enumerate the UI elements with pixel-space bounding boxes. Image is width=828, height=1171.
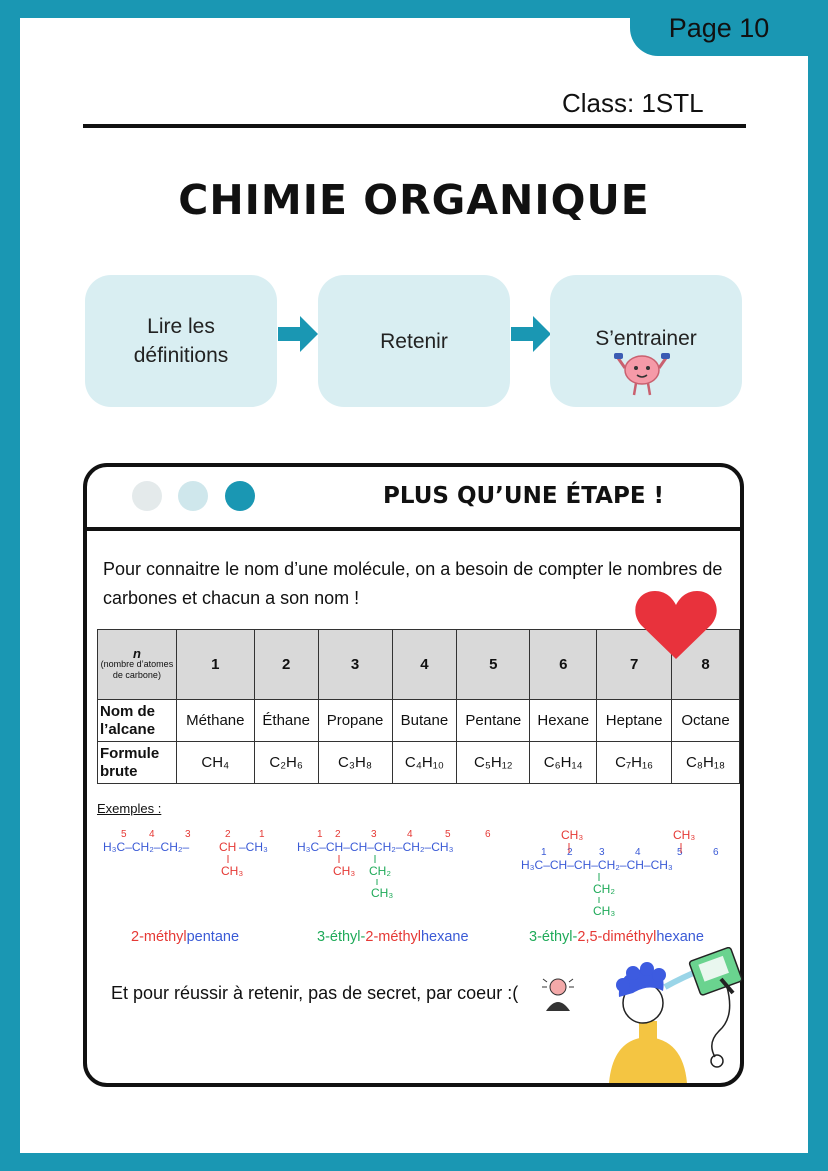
svg-text:6: 6 [485, 829, 491, 840]
molecule-3-ethyl-2-methylhexane [295, 827, 515, 907]
example-name-2 [317, 929, 469, 945]
n-header [98, 630, 177, 700]
table-cell: 2 [254, 630, 318, 700]
molecule-2-methylpentane [101, 827, 291, 887]
page-title: CHIMIE ORGANIQUE [178, 176, 650, 224]
table-cell: Éthane [254, 700, 318, 742]
svg-text:2: 2 [567, 847, 573, 858]
table-cell: CH₄ [176, 742, 254, 784]
svg-text:CH₃: CH₃ [561, 828, 584, 842]
svg-text:CH₃: CH₃ [673, 828, 696, 842]
table-cell: Hexane [530, 700, 597, 742]
table-cell: C₃H₈ [318, 742, 392, 784]
svg-text:1: 1 [541, 847, 547, 858]
table-cell: 7 [597, 630, 672, 700]
name-header: Nom de l’alcane [98, 700, 177, 742]
svg-text:CH₃: CH₃ [221, 864, 244, 878]
table-cell: Méthane [176, 700, 254, 742]
svg-text:CH₂: CH₂ [369, 864, 391, 878]
arrow-right-icon [511, 314, 551, 354]
name-part: 2,5-diméthyl [577, 929, 657, 945]
name-part: - [360, 929, 366, 945]
step-read [85, 275, 277, 407]
svg-text:CH₃: CH₃ [593, 904, 616, 918]
svg-text:1: 1 [317, 829, 323, 840]
table-cell: Butane [392, 700, 457, 742]
svg-text:2: 2 [335, 829, 341, 840]
n-sublabel: (nombre d’atomes de carbone) [100, 659, 174, 680]
n-label: n [132, 646, 141, 661]
step-read-label: Lire les définitions [133, 315, 229, 367]
svg-text:H₃C–CH–CH–CH₂–CH–CH₃: H₃C–CH–CH–CH₂–CH–CH₃ [521, 858, 673, 872]
step-practice-label: S’entrainer [595, 327, 697, 350]
card-header [87, 467, 740, 531]
class-label: Class: 1STL [562, 88, 704, 118]
svg-text:3: 3 [599, 847, 605, 858]
name-part: hexane [420, 929, 469, 945]
table-cell: Heptane [597, 700, 672, 742]
svg-text:–CH₃: –CH₃ [239, 840, 268, 854]
name-part: 3-éthyl [317, 929, 361, 945]
examples-label: Exemples : [97, 801, 162, 816]
table-cell: Pentane [457, 700, 530, 742]
table-cell: C₂H₆ [254, 742, 318, 784]
example-name-3 [529, 929, 704, 945]
brain-icon [614, 348, 670, 400]
example-name-1 [131, 929, 239, 945]
molecule-3-ethyl-2-5-dimethylhexane [519, 827, 741, 927]
page-number-tab [630, 0, 808, 56]
table-cell: C₈H₁₈ [672, 742, 740, 784]
step-remember [318, 275, 510, 407]
name-part: 2-méthyl [365, 929, 421, 945]
content-card [83, 463, 744, 1087]
table-cell: Octane [672, 700, 740, 742]
page-number: Page 10 [668, 12, 770, 43]
arrow-right-icon [278, 314, 318, 354]
svg-text:2: 2 [225, 829, 231, 840]
card-title: PLUS QU’UNE ÉTAPE ! [383, 483, 665, 509]
table-cell: C₆H₁₄ [530, 742, 597, 784]
table-cell: 6 [530, 630, 597, 700]
table-cell: 1 [176, 630, 254, 700]
name-part: 3-éthyl [529, 929, 573, 945]
svg-text:H₃C–CH₂–CH₂–: H₃C–CH₂–CH₂– [103, 840, 190, 854]
reading-person-icon [599, 947, 744, 1083]
svg-text:CH: CH [219, 840, 237, 854]
svg-text:H₃C–CH–CH–CH₂–CH₂–CH₃: H₃C–CH–CH–CH₂–CH₂–CH₃ [297, 840, 454, 854]
svg-text:5: 5 [445, 829, 451, 840]
svg-text:CH₃: CH₃ [371, 886, 394, 900]
thinking-person-icon [541, 975, 575, 1011]
svg-text:3: 3 [185, 829, 191, 840]
svg-text:CH₂: CH₂ [593, 882, 615, 896]
name-part: 2-méthyl [131, 929, 187, 945]
header-divider [83, 124, 746, 128]
svg-text:6: 6 [713, 847, 719, 858]
outro-text: Et pour réussir à retenir, pas de secret, par coeur :( [111, 983, 519, 1003]
table-row [98, 742, 740, 784]
name-part: - [572, 929, 578, 945]
table-cell: C₇H₁₆ [597, 742, 672, 784]
svg-text:5: 5 [677, 847, 683, 858]
table-row [98, 700, 740, 742]
table-cell: 8 [672, 630, 740, 700]
table-cell: C₅H₁₂ [457, 742, 530, 784]
intro-text: Pour connaitre le nom d’une molécule, on a besoin de compter le nombres de carbones et chacun a son nom ! [103, 559, 723, 608]
table-cell: 5 [457, 630, 530, 700]
svg-text:5: 5 [121, 829, 127, 840]
table-cell: C₄H₁₀ [392, 742, 457, 784]
svg-text:4: 4 [407, 829, 413, 840]
formula-header: Formule brute [98, 742, 177, 784]
svg-text:CH₃: CH₃ [333, 864, 356, 878]
step-remember-label: Retenir [380, 329, 448, 353]
table-cell: 3 [318, 630, 392, 700]
dot-indicator [178, 481, 208, 511]
dot-indicator [132, 481, 162, 511]
dot-indicator-active [225, 481, 255, 511]
table-cell: 4 [392, 630, 457, 700]
svg-text:1: 1 [259, 829, 265, 840]
svg-text:4: 4 [635, 847, 641, 858]
svg-text:4: 4 [149, 829, 155, 840]
table-cell: Propane [318, 700, 392, 742]
svg-text:3: 3 [371, 829, 377, 840]
heart-icon [633, 589, 719, 661]
name-part: pentane [186, 929, 240, 945]
name-part: hexane [656, 929, 704, 945]
